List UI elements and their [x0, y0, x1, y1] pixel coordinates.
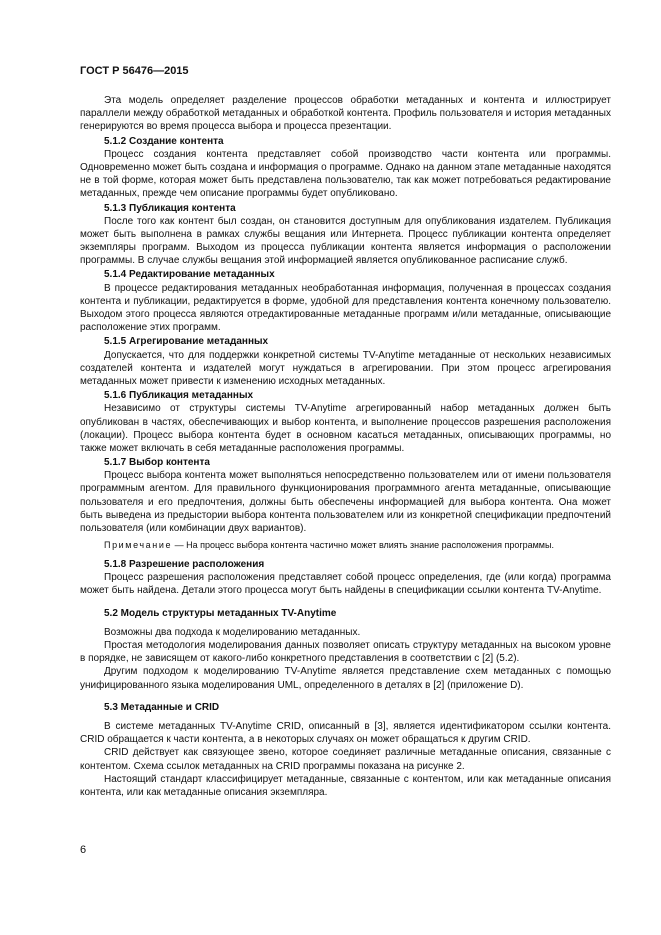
section-5-2-p1: Возможны два подхода к моделированию метаданных.	[104, 626, 361, 638]
section-5-1-8-title: 5.1.8 Разрешение расположения	[104, 559, 265, 571]
section-5-1-5-title: 5.1.5 Агрегирование метаданных	[104, 336, 269, 348]
section-5-1-8-text: Процесс разрешения расположения представляет собой процесс определения, где (или когда) программа может быть найдена. Детали этого процесса могут быть найдены в спецификации ссылки контента TV-Anytime.	[80, 572, 611, 597]
section-5-1-5-text: Допускается, что для поддержки конкретной системы TV-Anytime метаданные от нескольких независимых создателей контента и издателей могут нуждаться в агрегировании. При этом процесс агрегирования метаданных может привести к изменению исходных метаданных.	[80, 349, 611, 387]
section-5-2-title: 5.2 Модель структуры метаданных TV-Anytime	[104, 607, 337, 619]
section-5-1-7-text: Процесс выбора контента может выполняться непосредственно пользователем или от имени пользователя программным агентом. Для правильного функционирования программного агента метаданные, описывающие пользователя и его предпочтения, должны быть обеспечены информацией для выбора контента. Она может быть выведена из предыстории выбора контента пользователем или из конкретной спецификации предпочтений пользователя (или комбинации двух вариантов).	[80, 470, 611, 534]
document-body	[80, 94, 611, 799]
section-5-1-2-text: Процесс создания контента представляет собой производство части контента или программы. Одновременно может быть создана и информация о программе. Однако на данном этапе метаданные находятся не в той форме, которая может быть представлена пользователю, так как может потребоваться редактирование метаданных, прежде чем описание программы будет опубликовано.	[80, 148, 611, 200]
section-5-1-2-title: 5.1.2 Создание контента	[104, 135, 224, 147]
section-5-2-p3: Другим подходом к моделированию TV-Anytime является представление схем метаданных с помощью унифицированного языка моделирования UML, определенного в деталях в [2] (приложение D).	[80, 666, 611, 691]
intro-paragraph: Эта модель определяет разделение процессов обработки метаданных и контента и иллюстрирует параллели между обработкой метаданных и обработкой контента. Профиль пользователя и история метаданных генерируются во время процесса выбора и процесса презентации.	[80, 95, 611, 133]
section-5-3-p1: В системе метаданных TV-Anytime CRID, описанный в [3], является идентификатором ссылки контента. CRID обращается к части контента, а в некоторых случаях он может обращаться к другим CRID.	[80, 720, 611, 746]
section-5-2-p2: Простая методология моделирования данных позволяет описать структуру метаданных на высоком уровне в порядке, не зависящем от какого-либо конкретного представления в соответствии с [2] (5.2).	[80, 640, 611, 665]
document-header: ГОСТ Р 56476—2015	[80, 65, 189, 77]
section-5-1-3-title: 5.1.3 Публикация контента	[104, 202, 236, 214]
section-5-1-4-title: 5.1.4 Редактирование метаданных	[104, 269, 275, 281]
note	[80, 540, 611, 552]
section-5-1-6-text: Независимо от структуры системы TV-Anytime агрегированный набор метаданных должен быть опубликован в частях, обеспечивающих и выбор контента, и выполнение процессов разрешения расположения (локации). Процесс выбора контента будет в основном касаться метаданных, описывающих программы, но также может включать в себя метаданные расположения программы.	[80, 403, 611, 454]
section-5-1-3-text: После того как контент был создан, он становится доступным для опубликования издателем. Публикация может быть выполнена в рамках службы вещания или Интернета. Процесс публикации контента определяет экземпляры программ. Выходом из процесса публикации контента является информация о расположении программы. В случае службы вещания этой информацией является опубликованное расписание служб.	[80, 215, 611, 267]
section-5-3-title: 5.3 Метаданные и CRID	[104, 701, 220, 713]
section-5-1-6-title: 5.1.6 Публикация метаданных	[104, 390, 254, 402]
page-number: 6	[80, 844, 87, 856]
note-label: Примечание	[104, 540, 173, 551]
section-5-3-p3: Настоящий стандарт классифицирует метаданные, связанные с контентом, или как метаданные описания контента, или как метаданные описания экземпляра.	[80, 773, 611, 798]
section-5-1-4-text: В процессе редактирования метаданных необработанная информация, полученная в процессах создания контента и публикации, редактируется в форме, удобной для представления контента конечному пользователю. Выходом этого процесса являются отредактированные метаданные программ и/или метаданные, описывающие расположение этих программ.	[80, 282, 611, 334]
note-text: — На процесс выбора контента частично может влиять знание расположения программы.	[172, 540, 554, 551]
section-5-3-p2: CRID действует как связующее звено, которое соединяет различные метаданные описания, связанные с контентом. Схема ссылок метаданных на CRID программы показана на рисунке 2.	[80, 747, 611, 772]
section-5-1-7-title: 5.1.7 Выбор контента	[104, 457, 210, 469]
